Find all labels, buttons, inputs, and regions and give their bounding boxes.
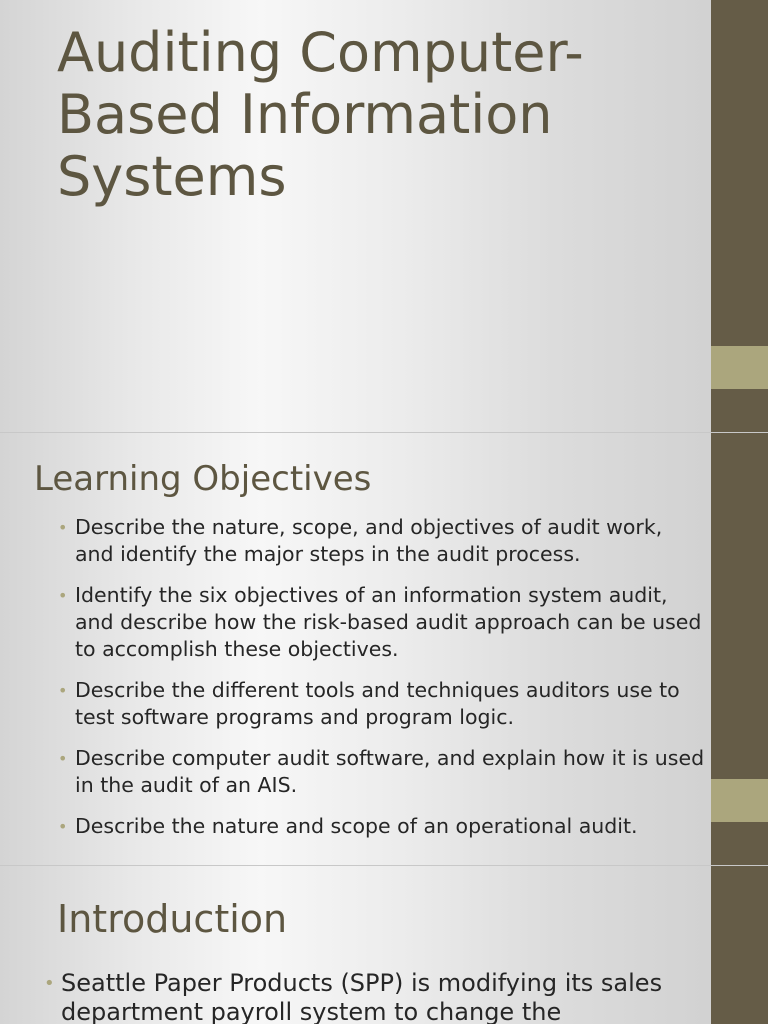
list-item-text: Describe the nature and scope of an operational audit. — [75, 814, 638, 838]
slide-sidebar — [711, 866, 768, 1024]
list-item — [56, 745, 706, 799]
slide-heading: Learning Objectives — [34, 459, 372, 499]
slide-sidebar — [711, 0, 768, 432]
list-item-text: Describe computer audit software, and explain how it is used in the audit of an AIS. — [75, 746, 705, 797]
presentation-title: Auditing Computer-Based Information Systems — [57, 21, 584, 208]
list-item-text: Describe the different tools and techniques auditors use to test software programs and program logic. — [75, 678, 680, 729]
bullet-icon: • — [58, 681, 68, 700]
slide-3 — [0, 866, 768, 1024]
objectives-list — [56, 514, 706, 854]
list-item — [56, 514, 706, 568]
slide-2 — [0, 433, 768, 865]
list-item-text: Identify the six objectives of an information system audit, and describe how the risk-based audit approach can be used to accomplish these objectives. — [75, 583, 702, 661]
sidebar-accent-block — [711, 779, 768, 822]
list-item — [44, 969, 704, 1024]
slide-1 — [0, 0, 768, 432]
bullet-icon: • — [58, 586, 68, 605]
sidebar-accent-block — [711, 346, 768, 389]
list-item-text: Seattle Paper Products (SPP) is modifying its sales department payroll system to change the — [61, 969, 663, 1024]
bullet-icon: • — [58, 749, 68, 768]
list-item — [56, 813, 706, 840]
list-item — [56, 582, 706, 663]
slide-heading: Introduction — [57, 897, 288, 941]
list-item-text: Describe the nature, scope, and objectives of audit work, and identify the major steps in the audit process. — [75, 515, 663, 566]
bullet-icon: • — [58, 817, 68, 836]
bullet-icon: • — [44, 973, 55, 994]
list-item — [56, 677, 706, 731]
bullet-icon: • — [58, 518, 68, 537]
intro-list — [44, 969, 704, 1024]
slide-sidebar — [711, 433, 768, 865]
